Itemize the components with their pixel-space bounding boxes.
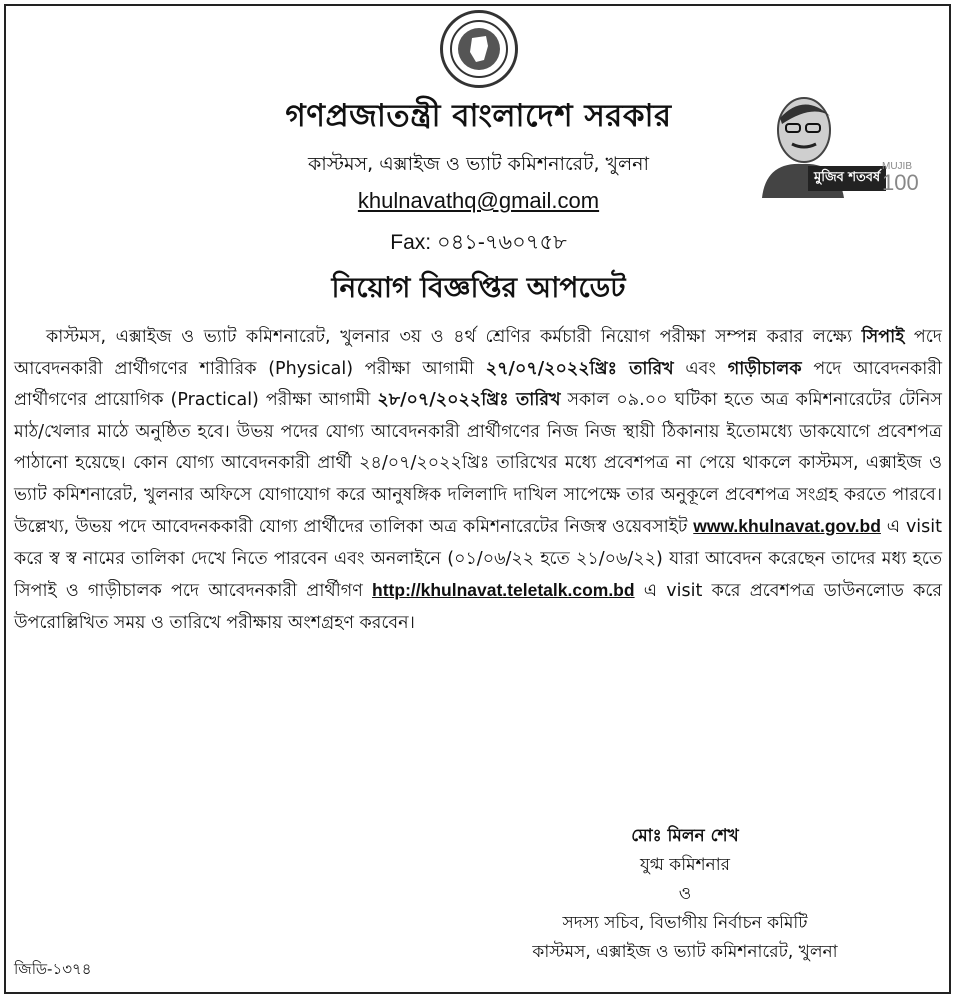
signatory-office: কাস্টমস, এক্সাইজ ও ভ্যাট কমিশনারেট, খুলনা (532, 942, 838, 962)
fax-number: Fax: ০৪১-৭৬০৭৫৮ (390, 231, 567, 254)
logo-mark-big: 100 (882, 170, 919, 195)
practical-exam-date: ২৮/০৭/২০২২খ্রিঃ তারিখ (377, 390, 561, 410)
post-driver: গাড়ীচালক (727, 358, 802, 379)
signatory-name: মোঃ মিলন শেখ (631, 826, 739, 846)
mujib100-logo-icon (882, 162, 919, 194)
body-text-3: এবং (673, 358, 728, 379)
website-link[interactable]: www.khulnavat.gov.bd (693, 516, 881, 536)
notice-paragraph (14, 322, 942, 639)
post-sepoy: সিপাই (861, 327, 905, 347)
body-text-2: পদে আবেদনকারী প্রার্থীগণের শারীরিক (Physical) পরীক্ষা আগামী (14, 327, 942, 379)
memo-number: জিডি-১৩৭৪ (14, 960, 92, 978)
signatory-designation: যুগ্ম কমিশনার (639, 855, 730, 875)
signatory-role: সদস্য সচিব, বিভাগীয় নির্বাচন কমিটি (562, 913, 808, 933)
body-text-5: সকাল ০৯.০০ ঘটিকা হতে অত্র কমিশনারেটের টেনিস মাঠ/খেলার মাঠে অনুষ্ঠিত হবে। উভয় পদের যোগ্য আবেদনকারী প্রার্থীগণের নিজ নিজ স্থায়ী ঠিকানায় ইতোমধ্যে ডাকযোগে প্রবেশপত্র পাঠানো হয়েছে। কোন যোগ্য আবেদনকারী প্রার্থী ২৪/০৭/২০২২খ্রিঃ তারিখের মধ্যে প্রবেশপত্র না পেয়ে থাকলে কাস্টমস, এক্সাইজ ও ভ্যাট কমিশনারেট, খুলনার অফিসে যোগাযোগ করে আনুষঙ্গিক দলিলাদি দাখিল সাপেক্ষে তার অনুকূলে প্রবেশপত্র সংগ্রহ করতে পারবে। উল্লেখ্য, উভয় পদে আবেদনককারী যোগ্য প্রার্থীদের তালিকা অত্র কমিশনারেটের নিজস্ব ওয়েবসাইট (14, 390, 942, 537)
body-text-4: পদে আবেদনকারী প্রার্থীগণের প্রায়োগিক (Practical) পরীক্ষা আগামী (14, 358, 942, 410)
body-text-1: কাস্টমস, এক্সাইজ ও ভ্যাট কমিশনারেট, খুলনার ৩য় ও ৪র্থ শ্রেণির কর্মচারী নিয়োগ পরীক্ষা সম্পন্ন করার লক্ষ্যে (46, 327, 862, 347)
body-text-6: এ visit করে স্ব স্ব নামের তালিকা দেখে নিতে পারবেন এবং অনলাইনে (০১/০৬/২২ হতে ২১/০৬/২২) যারা আবেদন করেছেন তাদের মধ্য হতে সিপাই ও গাড়ীচালক পদে আবেদনকারী প্রার্থীগণ (14, 517, 943, 601)
office-name: কাস্টমস, এক্সাইজ ও ভ্যাট কমিশনারেট, খুলনা (307, 153, 650, 175)
mujib-logo-caption: মুজিব শতবর্ষ (808, 166, 886, 191)
email-text[interactable]: khulnavathq@gmail.com (357, 188, 600, 213)
notice-heading: নিয়োগ বিজ্ঞপ্তির আপডেট (331, 271, 626, 304)
signatory-and: ও (678, 884, 692, 904)
teletalk-link[interactable]: http://khulnavat.teletalk.com.bd (372, 580, 635, 600)
body-text-7: এ visit করে প্রবেশপত্র ডাউনলোড করে উপরোল্লিখিত সময় ও তারিখে পরীক্ষায় অংশগ্রহণ করবেন। (14, 581, 942, 633)
signature-block (470, 822, 900, 967)
notice-body (14, 322, 942, 639)
government-title: গণপ্রজাতন্ত্রী বাংলাদেশ সরকার (285, 98, 672, 134)
physical-exam-date: ২৭/০৭/২০২২খ্রিঃ তারিখ (485, 358, 674, 379)
government-seal-icon (440, 10, 518, 88)
logo-mark-small: MUJIB (882, 161, 912, 172)
